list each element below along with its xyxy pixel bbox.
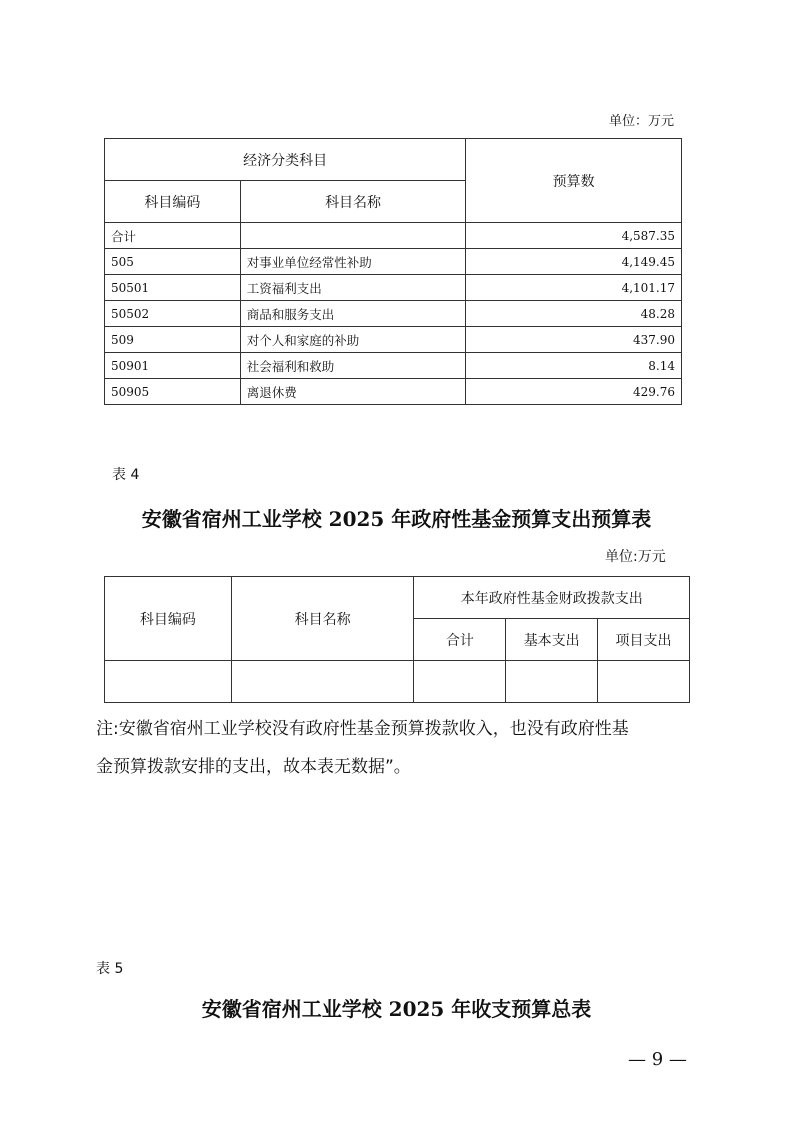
cell-amount: 429.76: [466, 379, 682, 405]
header-subject-code: 科目编码: [105, 181, 241, 223]
table-row: [105, 275, 682, 301]
table4-label: 表 4: [112, 467, 140, 483]
header-subject-code: 科目编码: [105, 577, 232, 661]
cell-code: 50501: [105, 275, 241, 301]
empty-cell: [598, 661, 690, 703]
cell-name: 工资福利支出: [240, 275, 466, 301]
cell-amount: 4,149.45: [466, 249, 682, 275]
cell-name: 商品和服务支出: [240, 301, 466, 327]
header-budget-amount: 预算数: [466, 139, 682, 223]
cell-amount: 48.28: [466, 301, 682, 327]
page-number: — 9 —: [628, 1049, 687, 1070]
header-basic-expenditure: 基本支出: [506, 619, 598, 661]
cell-name: 社会福利和救助: [240, 353, 466, 379]
header-subject-name: 科目名称: [240, 181, 466, 223]
cell-name: 离退休费: [240, 379, 466, 405]
header-total: 合计: [414, 619, 506, 661]
table-row: [105, 249, 682, 275]
cell-name: 对个人和家庭的补助: [240, 327, 466, 353]
header-subject-name: 科目名称: [231, 577, 414, 661]
cell-amount: 8.14: [466, 353, 682, 379]
table4-note-line2: 金预算拨款安排的支出，故本表无数据”。: [96, 757, 411, 777]
table-row: [105, 327, 682, 353]
empty-cell: [105, 661, 232, 703]
empty-cell: [506, 661, 598, 703]
table-row: [105, 301, 682, 327]
cell-name: [240, 223, 466, 249]
table-row: [105, 353, 682, 379]
government-fund-budget-table: [104, 576, 690, 703]
cell-code: 50901: [105, 353, 241, 379]
cell-code: 50905: [105, 379, 241, 405]
table-row: [105, 223, 682, 249]
cell-code: 合计: [105, 223, 241, 249]
table5-title: 安徽省宿州工业学校 2025 年收支预算总表: [201, 997, 592, 1021]
economic-classification-table: [104, 138, 682, 405]
cell-amount: 4,101.17: [466, 275, 682, 301]
table4-title: 安徽省宿州工业学校 2025 年政府性基金预算支出预算表: [141, 507, 652, 531]
cell-amount: 437.90: [466, 327, 682, 353]
table4-note-line1: 注:安徽省宿州工业学校没有政府性基金预算拨款收入，也没有政府性基: [96, 719, 629, 739]
empty-cell: [231, 661, 414, 703]
table-row: [105, 379, 682, 405]
header-project-expenditure: 项目支出: [598, 619, 690, 661]
table4-unit-label: 单位:万元: [605, 549, 666, 565]
cell-amount: 4,587.35: [466, 223, 682, 249]
cell-code: 505: [105, 249, 241, 275]
empty-cell: [414, 661, 506, 703]
cell-name: 对事业单位经常性补助: [240, 249, 466, 275]
table-row: [105, 661, 690, 703]
header-fund-expenditure: 本年政府性基金财政拨款支出: [414, 577, 690, 619]
table5-label: 表 5: [96, 961, 124, 977]
header-economic-classification: 经济分类科目: [105, 139, 466, 181]
unit-label: 单位：万元: [609, 114, 675, 129]
cell-code: 509: [105, 327, 241, 353]
cell-code: 50502: [105, 301, 241, 327]
